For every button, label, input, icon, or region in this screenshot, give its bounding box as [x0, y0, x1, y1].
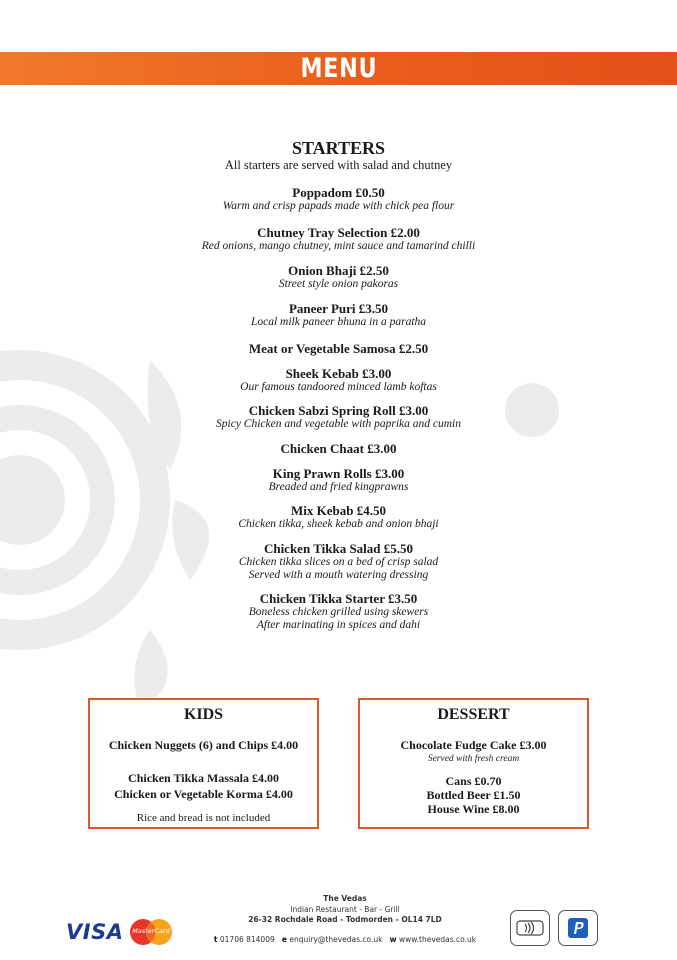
menu-item: [0, 263, 677, 291]
item-description: Warm and crisp papads made with chick pea flour: [222, 200, 455, 212]
menu-item: [0, 185, 677, 213]
item-description: Chicken tikka slices on a bed of crisp salad: [238, 556, 439, 568]
kids-item: Chicken or Vegetable Korma £4.00: [114, 787, 293, 801]
dessert-item: Cans £0.70: [445, 774, 502, 788]
kids-note: Rice and bread is not included: [136, 812, 271, 824]
web-prefix: w: [389, 935, 397, 944]
mastercard-label: MasterCard: [132, 927, 170, 935]
restaurant-address: 26-32 Rochdale Road - Todmorden - OL14 7LD: [248, 915, 442, 924]
kids-item: Chicken Nuggets (6) and Chips £4.00: [108, 738, 299, 752]
email-address: enquiry@thevedas.co.uk: [289, 935, 383, 944]
menu-item: [0, 503, 677, 531]
menu-item: [0, 403, 677, 431]
visa-logo: VISA: [66, 920, 124, 944]
item-name: King Prawn Rolls £3.00: [272, 466, 405, 481]
starters-title: STARTERS: [291, 138, 386, 158]
phone-prefix: t: [213, 935, 218, 944]
menu-item: [0, 466, 677, 494]
item-name: Paneer Puri £3.50: [288, 301, 389, 316]
dessert-title: DESSERT: [437, 706, 510, 723]
menu-title: MENU: [300, 53, 377, 84]
menu-item: [0, 225, 677, 253]
item-description: After marinating in spices and dahi: [256, 619, 421, 631]
header-banner: [0, 52, 677, 85]
item-description: Local milk paneer bhuna in a paratha: [250, 316, 427, 328]
item-name: Meat or Vegetable Samosa £2.50: [248, 341, 429, 356]
menu-item: [0, 366, 677, 394]
item-name: Chicken Tikka Salad £5.50: [263, 541, 414, 556]
footer-info: [200, 894, 490, 926]
item-description: Breaded and fried kingprawns: [268, 481, 409, 493]
dessert-box: [358, 698, 589, 829]
restaurant-tagline: Indian Restaurant - Bar - Grill: [290, 904, 400, 914]
item-name: Mix Kebab £4.50: [291, 503, 386, 518]
item-name: Chicken Tikka Starter £3.50: [259, 591, 418, 606]
item-description: Boneless chicken grilled using skewers: [248, 606, 429, 618]
item-name: Onion Bhaji £2.50: [288, 263, 389, 278]
phone-number: 01706 814009: [219, 935, 275, 944]
kids-title: KIDS: [183, 706, 224, 723]
menu-item: [0, 591, 677, 632]
item-description: Street style onion pakoras: [278, 278, 399, 290]
item-name: Sheek Kebab £3.00: [285, 366, 392, 381]
dessert-item: House Wine £8.00: [427, 802, 520, 816]
item-description: Our famous tandoored minced lamb koftas: [240, 381, 437, 393]
item-name: Chicken Sabzi Spring Roll £3.00: [248, 403, 429, 418]
dessert-item-note: Served with fresh cream: [427, 754, 520, 764]
item-description: Served with a mouth watering dressing: [248, 569, 429, 581]
menu-item: [0, 301, 677, 329]
item-description: Spicy Chicken and vegetable with paprika and cumin: [216, 418, 461, 430]
kids-item: Chicken Tikka Massala £4.00: [128, 771, 279, 785]
kids-box: [88, 698, 319, 829]
item-name: Chicken Chaat £3.00: [280, 441, 397, 456]
contactless-icon: [510, 910, 550, 946]
menu-item: [0, 441, 677, 456]
item-name: Poppadom £0.50: [292, 185, 385, 200]
item-description: Red onions, mango chutney, mint sauce and tamarind chilli: [201, 240, 476, 252]
email-prefix: e: [281, 935, 287, 944]
item-description: Chicken tikka, sheek kebab and onion bhaji: [238, 518, 439, 530]
restaurant-name: The Vedas: [323, 894, 367, 903]
dessert-item: Bottled Beer £1.50: [426, 788, 521, 802]
dessert-item: Chocolate Fudge Cake £3.00: [400, 738, 547, 752]
website-address: www.thevedas.co.uk: [398, 935, 477, 944]
starters-subtitle: All starters are served with salad and chutney: [224, 158, 453, 172]
menu-item: [0, 541, 677, 582]
item-name: Chutney Tray Selection £2.00: [257, 225, 420, 240]
paypal-icon: [558, 910, 598, 946]
menu-item: [0, 341, 677, 356]
footer-contacts: [200, 935, 490, 944]
